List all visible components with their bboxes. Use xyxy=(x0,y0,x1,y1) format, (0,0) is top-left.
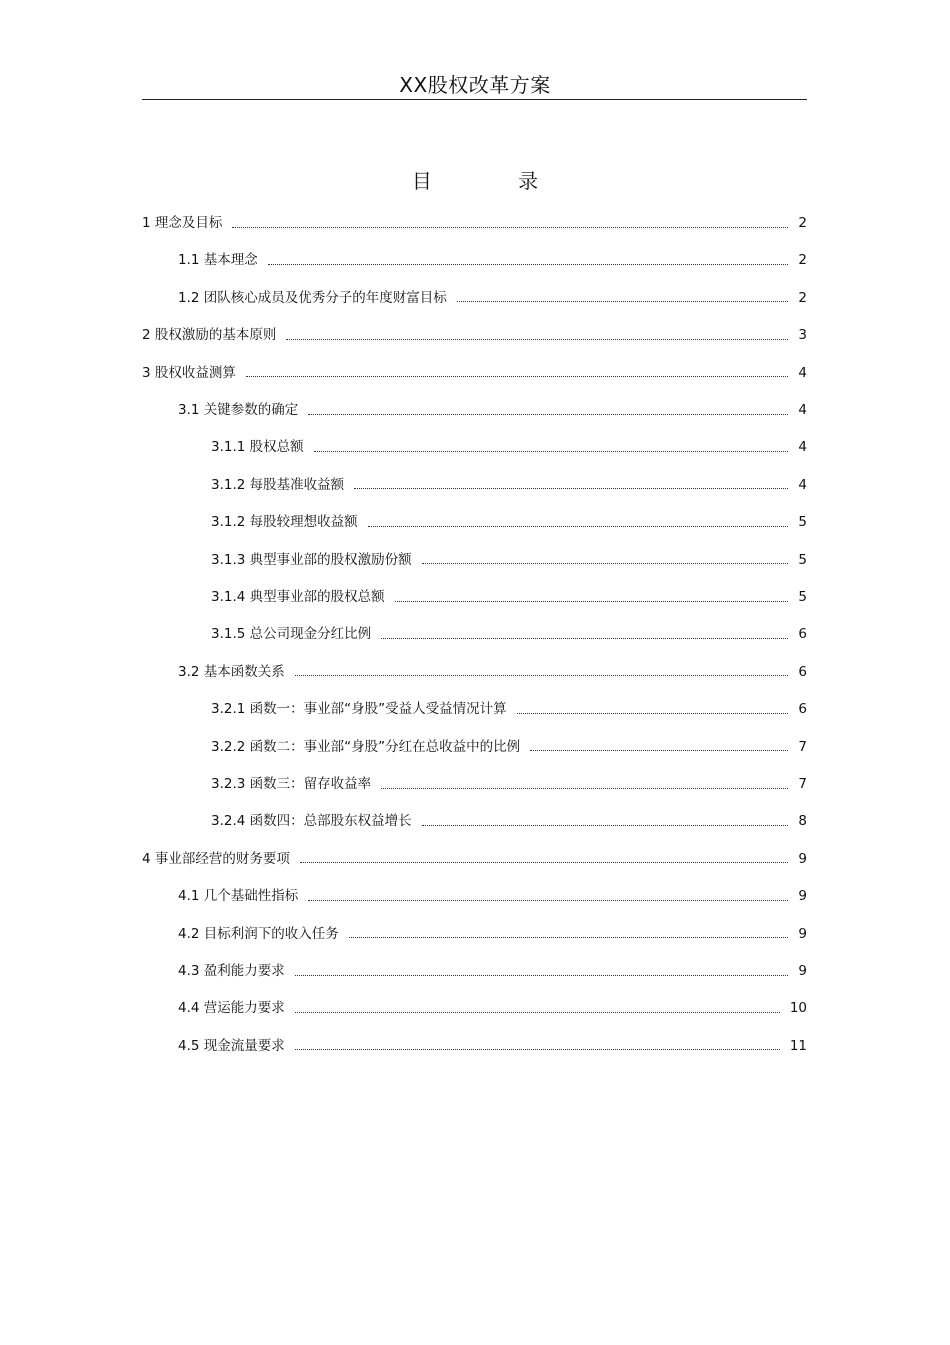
toc-entry-page-number: 2 xyxy=(798,252,807,269)
toc-entry-page-number: 11 xyxy=(789,1037,807,1054)
toc-entry-label: 3.1 关键参数的确定 xyxy=(178,402,299,418)
toc-entry-label: 3.1.2 每股较理想收益额 xyxy=(211,514,358,531)
toc-entry-label: 4 事业部经营的财务要项 xyxy=(142,850,290,867)
toc-entry[interactable] xyxy=(211,736,807,758)
toc-entry-label: 3.2 基本函数关系 xyxy=(178,663,285,680)
toc-entry-label: 4.4 营运能力要求 xyxy=(178,1000,285,1017)
toc-entry[interactable] xyxy=(178,249,807,271)
toc-entry-label: 3.1.1 股权总额 xyxy=(211,439,304,456)
toc-entry-label: 3.2.4 函数四：总部股东权益增长 xyxy=(211,813,412,830)
toc-entry-label: 3.2.2 函数二：事业部“身股”分红在总收益中的比例 xyxy=(211,738,521,755)
toc-dot-leader xyxy=(457,301,789,302)
toc-entry[interactable] xyxy=(211,474,807,496)
toc-entry[interactable] xyxy=(211,773,807,795)
toc-entry-page-number: 7 xyxy=(798,776,807,792)
toc-entry-label: 3 股权收益测算 xyxy=(142,364,236,381)
toc-entry-page-number: 4 xyxy=(798,439,807,456)
toc-entry[interactable] xyxy=(211,698,807,720)
toc-entry[interactable] xyxy=(211,436,807,458)
toc-entry[interactable] xyxy=(211,549,807,571)
toc-dot-leader xyxy=(314,451,789,452)
toc-dot-leader xyxy=(422,563,789,564)
toc-dot-leader xyxy=(381,788,788,789)
toc-entry[interactable] xyxy=(178,997,807,1019)
toc-dot-leader xyxy=(530,750,788,751)
toc-entry-page-number: 2 xyxy=(798,289,807,306)
toc-entry[interactable] xyxy=(178,1035,807,1057)
toc-entry-page-number: 3 xyxy=(798,327,807,344)
toc-entry-page-number: 5 xyxy=(798,551,807,568)
toc-entry[interactable] xyxy=(211,586,807,608)
toc-entry[interactable] xyxy=(211,810,807,832)
toc-dot-leader xyxy=(395,601,789,602)
toc-entry[interactable] xyxy=(178,960,807,982)
toc-entry[interactable] xyxy=(142,212,807,234)
toc-entry-page-number: 10 xyxy=(789,1000,807,1017)
toc-dot-leader xyxy=(295,1012,780,1013)
toc-dot-leader xyxy=(232,227,788,228)
toc-entry[interactable] xyxy=(178,399,807,421)
toc-dot-leader xyxy=(308,414,788,415)
toc-entry-label: 2 股权激励的基本原则 xyxy=(142,327,277,344)
toc-entry-label: 1.2 团队核心成员及优秀分子的年度财富目标 xyxy=(178,289,447,306)
toc-entry-label: 3.2.3 函数三：留存收益率 xyxy=(211,776,372,792)
toc-entry-label: 1 理念及目标 xyxy=(142,215,223,231)
toc-dot-leader xyxy=(349,937,789,938)
toc-entry[interactable] xyxy=(178,661,807,683)
toc-dot-leader xyxy=(286,339,788,340)
toc-entry-page-number: 7 xyxy=(798,738,807,755)
toc-entry[interactable] xyxy=(178,287,807,309)
toc-entry-label: 4.5 现金流量要求 xyxy=(178,1037,285,1054)
toc-entry-page-number: 9 xyxy=(798,963,807,979)
toc-entry-page-number: 5 xyxy=(798,514,807,531)
toc-entry-page-number: 6 xyxy=(798,701,807,718)
toc-entry-label: 4.2 目标利润下的收入任务 xyxy=(178,925,339,942)
toc-entry[interactable] xyxy=(211,623,807,645)
toc-dot-leader xyxy=(300,862,789,863)
toc-entry-label: 3.2.1 函数一：事业部“身股”受益人受益情况计算 xyxy=(211,701,507,718)
toc-entry-label: 3.1.3 典型事业部的股权激励份额 xyxy=(211,551,412,568)
toc-entry[interactable] xyxy=(211,511,807,533)
toc-dot-leader xyxy=(295,975,789,976)
toc-entry-page-number: 2 xyxy=(798,215,807,231)
toc-entry[interactable] xyxy=(142,324,807,346)
toc-entry-label: 4.1 几个基础性指标 xyxy=(178,888,299,905)
header-divider xyxy=(142,99,807,100)
toc-entry-page-number: 6 xyxy=(798,626,807,643)
toc-dot-leader xyxy=(381,638,788,639)
toc-entry-page-number: 5 xyxy=(798,589,807,605)
toc-dot-leader xyxy=(246,376,789,377)
toc-entry-label: 3.1.2 每股基准收益额 xyxy=(211,476,345,493)
document-header-title: XX股权改革方案 xyxy=(399,73,551,97)
toc-entry[interactable] xyxy=(178,885,807,907)
toc-entry-page-number: 8 xyxy=(798,813,807,830)
toc-entry-page-number: 9 xyxy=(798,925,807,942)
toc-entry[interactable] xyxy=(178,923,807,945)
toc-entry-label: 3.1.5 总公司现金分红比例 xyxy=(211,626,372,643)
toc-dot-leader xyxy=(268,264,789,265)
toc-entry[interactable] xyxy=(142,848,807,870)
toc-dot-leader xyxy=(354,488,788,489)
toc-dot-leader xyxy=(308,900,788,901)
toc-entry[interactable] xyxy=(142,362,807,384)
toc-entry-label: 1.1 基本理念 xyxy=(178,252,258,269)
toc-entry-page-number: 9 xyxy=(798,850,807,867)
toc-entry-page-number: 6 xyxy=(798,663,807,680)
toc-dot-leader xyxy=(295,1049,780,1050)
toc-entry-label: 4.3 盈利能力要求 xyxy=(178,963,285,979)
toc-heading: 目 录 xyxy=(411,169,579,193)
toc-entry-page-number: 4 xyxy=(798,402,807,418)
toc-entry-page-number: 9 xyxy=(798,888,807,905)
toc-entry-label: 3.1.4 典型事业部的股权总额 xyxy=(211,589,385,605)
toc-dot-leader xyxy=(517,713,789,714)
toc-dot-leader xyxy=(295,675,789,676)
toc-dot-leader xyxy=(422,825,789,826)
toc-entry-page-number: 4 xyxy=(798,364,807,381)
toc-dot-leader xyxy=(368,526,789,527)
toc-entry-page-number: 4 xyxy=(798,476,807,493)
